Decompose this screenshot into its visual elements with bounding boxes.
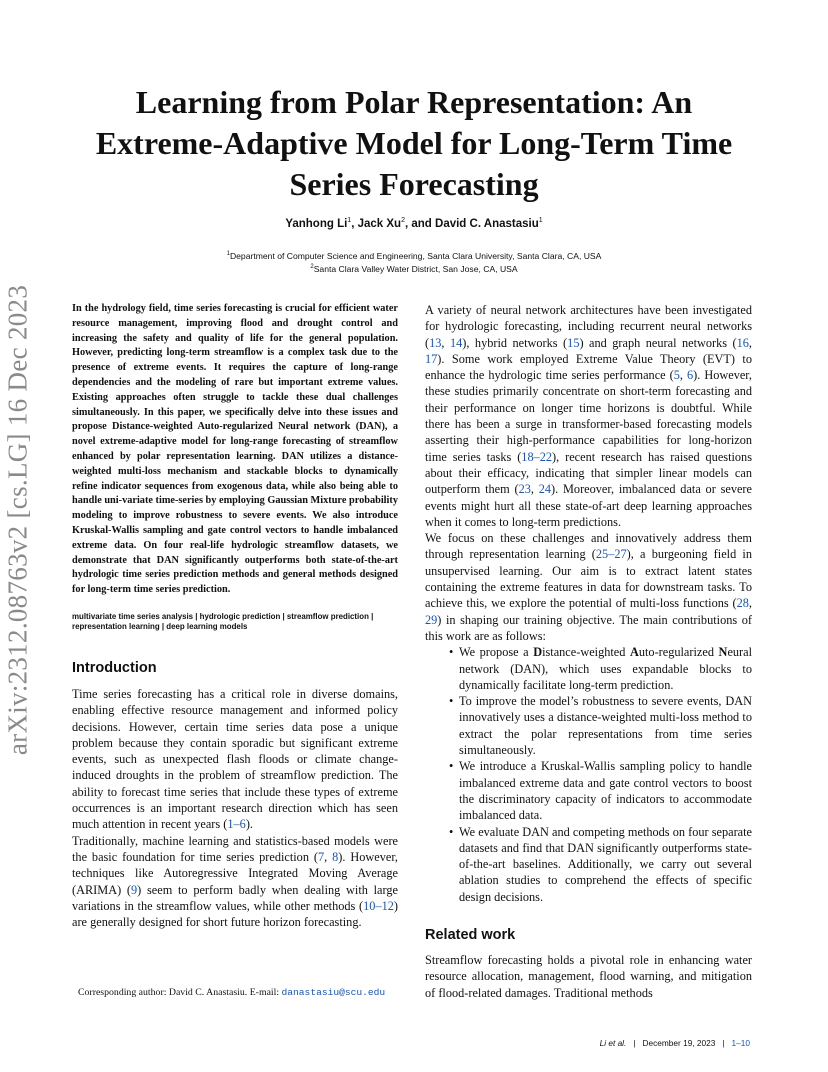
footer-page-range[interactable]: 1–10 [731, 1038, 750, 1048]
related-work-body [425, 952, 752, 1001]
citation-link[interactable]: 29 [425, 612, 438, 627]
affiliation-line [0, 249, 828, 262]
keywords: multivariate time series analysis | hydrologic prediction | streamflow prediction | representation learning | deep learning models [72, 611, 374, 631]
citation-link[interactable]: 16 [736, 335, 749, 350]
author-list [0, 217, 828, 230]
list-item: • To improve the model’s robustness to severe events, DAN innovatively uses a distance-weighted multi-loss method to extract the polar representations from time series simultaneously. [459, 693, 752, 758]
affiliation-mark: 1 [538, 217, 543, 224]
citation-link[interactable]: 14 [449, 335, 463, 350]
citation-link[interactable]: 23 [518, 482, 531, 497]
right-body [425, 302, 752, 644]
footer-date: December 19, 2023 [642, 1038, 716, 1048]
email-link[interactable]: danastasiu@scu.edu [281, 987, 386, 998]
affiliation-text: Santa Clara Valley Water District, San Jose, CA, USA [313, 264, 518, 275]
citation-link[interactable]: 18–22 [521, 449, 553, 464]
right-column [425, 302, 752, 1001]
section-heading-related-work: Related work [425, 926, 516, 943]
footer-separator: | [722, 1038, 725, 1048]
contributions-list [459, 644, 752, 905]
citation-link[interactable]: 13 [429, 335, 442, 350]
abstract: In the hydrology field, time series forecasting is crucial for efficient water resource management, improving flood and drought control and increasing the safety and quality of life for the general population. However, predicting long-term streamflow is a complex task due to the presence of extreme events. It requires the capture of long-range dependencies and the modeling of rare but important extreme values. Existing approaches often struggle to tackle these dual challenges simultaneously. In this paper, we specifically delve into these issues and propose Distance-weighted Auto-regularized Neural network (DAN), a novel extreme-adaptive model for long-range forecasting of streamflow enhanced by polar representation learning. DAN utilizes a distance-weighted multi-loss mechanism and stackable blocks to dynamically refine indicator sequences from exogenous data, while also being able to handle uni-variate time-series by employing Gaussian Mixture probability modeling to improve robustness to severe events. We also introduce Kruskal-Wallis sampling and gate control vectors to handle imbalanced extreme data. On four real-life hydrologic streamflow datasets, we demonstrate that DAN significantly outperforms both state-of-the-art hydrologic time series prediction methods and general methods designed for long-term time series prediction. [72, 303, 398, 596]
footer-author: Li et al. [599, 1038, 627, 1048]
citation-link[interactable]: 5 [673, 368, 680, 383]
affiliation-line [0, 262, 828, 275]
citation-link[interactable]: 17 [425, 351, 438, 366]
paragraph: Traditionally, machine learning and statistics-based models were the basic foundation for time series prediction (7, 8). However, techniques like Autoregressive Integrated Moving Average (ARIMA) (9) seem to perform badly when dealing with large variations in the streamflow values, while other methods (10–12) are generally designed for short future horizon forecasting. [72, 833, 398, 930]
paragraph: Streamflow forecasting holds a pivotal role in enhancing water resource allocation, management, flood warning, and mitigation of flood-related damages. Traditional methods [425, 952, 752, 1000]
left-column [72, 302, 398, 930]
list-item: • We propose a Distance-weighted Auto-regularized Neural network (DAN), which uses expandable blocks to dynamically facilitate long-term prediction. [459, 644, 752, 693]
citation-link[interactable]: 9 [131, 882, 138, 897]
citation-link[interactable]: 15 [567, 335, 580, 350]
list-item: • We introduce a Kruskal-Wallis sampling policy to handle imbalanced extreme data and gate control vectors to boost the discriminatory capacity of indicators to accommodate imbalanced data. [459, 758, 752, 823]
citation-link[interactable]: 7 [317, 849, 325, 864]
affiliation-mark: 1 [226, 251, 230, 257]
citation-link[interactable]: 25–27 [595, 547, 627, 562]
author-name: Yanhong Li [285, 217, 348, 230]
section-heading-introduction: Introduction [72, 659, 157, 676]
affiliation-mark: 2 [310, 264, 314, 271]
author-name: Jack Xu [357, 217, 402, 230]
affiliation-text: Department of Computer Science and Engineering, Santa Clara University, Santa Clara, CA, USA [229, 250, 602, 261]
citation-link[interactable]: 10–12 [363, 898, 394, 913]
affiliation-mark: 1 [347, 217, 352, 224]
introduction-body [72, 686, 398, 930]
page-footer [600, 1038, 750, 1048]
paragraph: Time series forecasting has a critical role in diverse domains, enabling effective resource management and informed policy decisions. However, certain time series data pose a unique problem because they contain sporadic but significant extreme events, such as unexpected flash floods or climate change-induced droughts in the problem of streamflow prediction. The ability to forecast time series that include these types of extreme occurrences is an important research direction which has seen much attention in recent years (1–6). [72, 686, 398, 832]
paper-title: Learning from Polar Representation: An Extreme-Adaptive Model for Long-Term Time Series Forecasting [95, 84, 733, 202]
author-separator: , [351, 217, 358, 230]
paragraph: We focus on these challenges and innovatively address them through representation learning (25–27), a burgeoning field in unsupervised learning. Our aim is to extract latent states containing the extreme features in data for downstream tasks. To achieve this, we explore the potential of multi-loss functions (28, 29) in shaping our training objective. The main contributions of this work are as follows: [425, 531, 752, 643]
arxiv-identifier: arXiv:2312.08763v2 [cs.LG] 16 Dec 2023 [2, 284, 33, 756]
citation-link[interactable]: 1–6 [227, 817, 246, 832]
paragraph: A variety of neural network architectures have been investigated for hydrologic forecasting, including recurrent neural networks (13, 14), hybrid networks (15) and graph neural networks (16, 17). Some work employed Extreme Value Theory (EVT) to enhance the hydrologic time series performance (5, 6). However, these studies primarily concentrate on short-term forecasting and their performance on longer time horizons is doubtful. While there has been a surge in transformer-based forecasting models asserting their high-performance capabilities for long-horizon time series tasks (18–22), recent research has raised questions about their efficacy, indicating that simpler linear models can outperform them (23, 24). Moreover, imbalanced data or severe events might hurt all these state-of-art deep learning approaches when it comes to long-term predictions. [425, 303, 752, 529]
citation-link[interactable]: 28 [736, 596, 749, 611]
citation-link[interactable]: 24 [538, 482, 552, 497]
footer-separator: | [633, 1038, 636, 1048]
citation-link[interactable]: 8 [332, 849, 339, 864]
list-item: • We evaluate DAN and competing methods on four separate datasets and find that DAN significantly outperforms state-of-the-art baselines. Additionally, we carry out several ablation studies to comprehend the effects of specific design decisions. [459, 824, 752, 905]
author-separator: , and [404, 217, 436, 230]
affiliations [0, 249, 828, 276]
author-name: David C. Anastasiu [435, 217, 539, 230]
corresponding-author-footnote [72, 986, 398, 999]
affiliation-mark: 2 [401, 217, 405, 224]
footnote-text: Corresponding author: David C. Anastasiu. E-mail: [78, 987, 282, 998]
citation-link[interactable]: 6 [686, 368, 694, 383]
